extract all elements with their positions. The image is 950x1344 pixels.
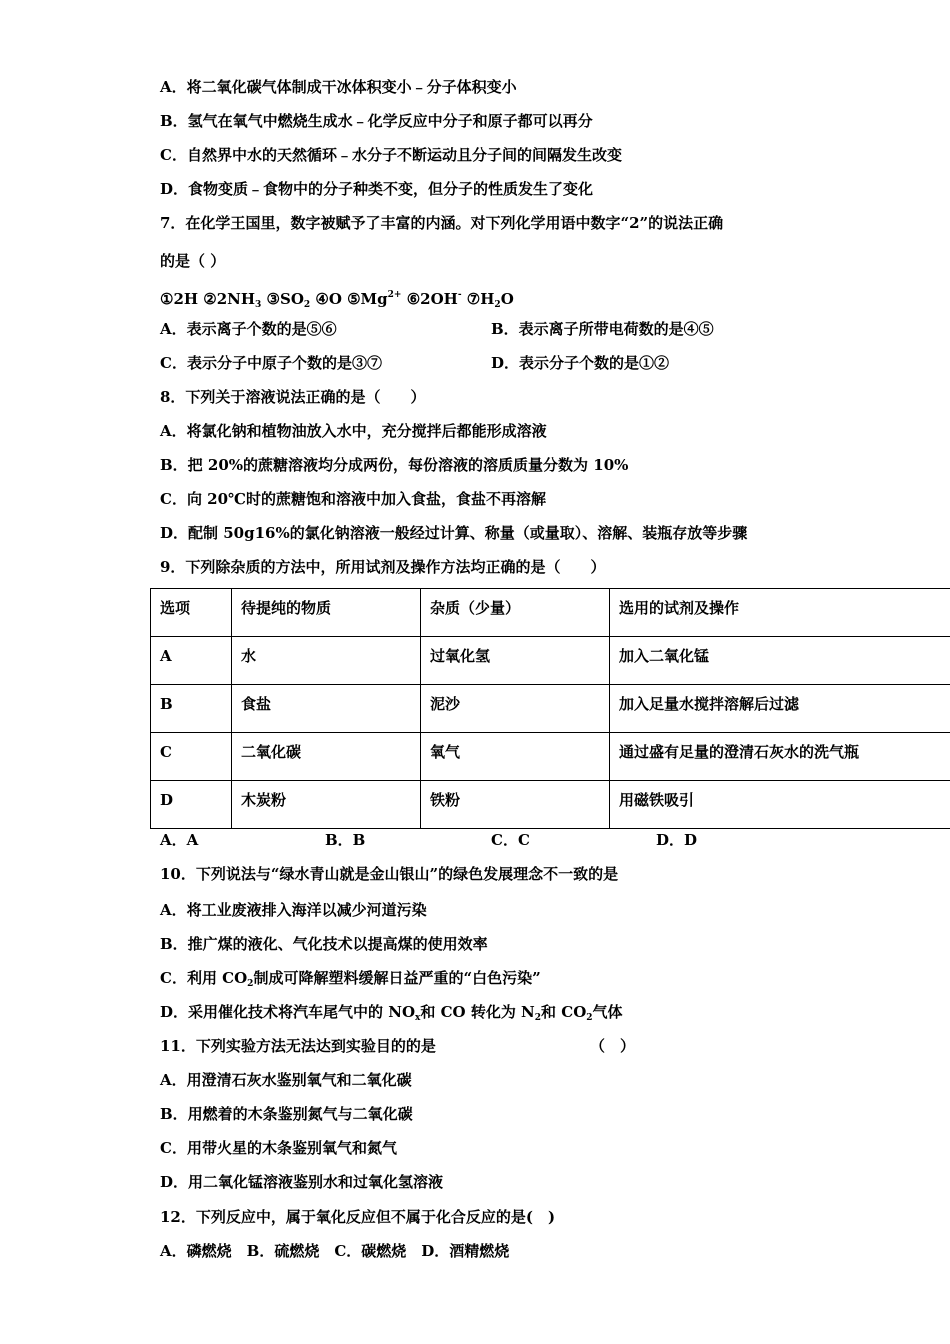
formula-text: ⑥2OH xyxy=(401,290,458,308)
q10-stem: 10．下列说法与“绿水青山就是金山银山”的绿色发展理念不一致的是 xyxy=(160,865,619,883)
q7-option-d: D．表示分子个数的是①② xyxy=(491,354,670,372)
q10-option-b: B．推广煤的液化、气化技术以提高煤的使用效率 xyxy=(160,935,488,953)
q9-table xyxy=(150,588,950,829)
q9-stem: 9．下列除杂质的方法中，所用试剂及操作方法均正确的是（ ） xyxy=(160,558,606,576)
q7-option-b: B．表示离子所带电荷数的是④⑤ xyxy=(491,320,714,338)
table-header-cell: 待提纯的物质 xyxy=(232,589,421,637)
table-cell: 加入足量水搅拌溶解后过滤 xyxy=(610,685,950,733)
table-cell: 用磁铁吸引 xyxy=(610,781,950,829)
table-cell: C xyxy=(151,733,232,781)
formula-sub: 2 xyxy=(303,300,311,310)
formula-sub: x xyxy=(415,1013,421,1023)
q7-option-c: C．表示分子中原子个数的是③⑦ xyxy=(160,354,382,372)
formula-text: ③SO xyxy=(261,290,304,308)
q7-stem-line2: 的是（ ） xyxy=(160,252,226,270)
q11-stem: 11．下列实验方法无法达到实验目的的是 xyxy=(160,1037,436,1055)
formula-text: O xyxy=(500,290,514,308)
table-cell: 加入二氧化锰 xyxy=(610,637,950,685)
option-text: D．采用催化技术将汽车尾气中的 NO xyxy=(160,1003,416,1021)
q11-option-b: B．用燃着的木条鉴别氮气与二氧化碳 xyxy=(160,1105,413,1123)
table-row xyxy=(151,637,950,685)
q7-option-a: A．表示离子个数的是⑤⑥ xyxy=(160,320,337,338)
table-cell: A xyxy=(151,637,232,685)
q7-stem-line1: 7．在化学王国里，数字被赋予了丰富的内涵。对下列化学用语中数字“2”的说法正确 xyxy=(160,214,724,232)
formula-sup: - xyxy=(457,290,462,300)
q8-option-a: A．将氯化钠和植物油放入水中，充分搅拌后都能形成溶液 xyxy=(160,422,547,440)
q10-option-a: A．将工业废液排入海洋以减少河道污染 xyxy=(160,901,427,919)
formula-sub: 2 xyxy=(247,979,254,989)
q6-option-b: B．氢气在氧气中燃烧生成水﹣化学反应中分子和原子都可以再分 xyxy=(160,112,593,130)
table-cell: 泥沙 xyxy=(421,685,610,733)
formula-sub: 2 xyxy=(534,1013,542,1023)
table-cell: 木炭粉 xyxy=(232,781,421,829)
q11-option-c: C．用带火星的木条鉴别氧气和氮气 xyxy=(160,1139,397,1157)
table-header-cell: 选项 xyxy=(151,589,232,637)
q7-formulas xyxy=(160,285,514,315)
table-cell: 食盐 xyxy=(232,685,421,733)
q6-option-a: A．将二氧化碳气体制成干冰体积变小﹣分子体积变小 xyxy=(160,78,517,96)
q8-stem: 8．下列关于溶液说法正确的是（ ） xyxy=(160,388,426,406)
table-cell: B xyxy=(151,685,232,733)
q12-options: A．磷燃烧 B．硫燃烧 C．碳燃烧 D．酒精燃烧 xyxy=(160,1242,510,1260)
q9-option-d: D．D xyxy=(656,831,698,849)
table-row xyxy=(151,685,950,733)
table-header-cell: 选用的试剂及操作 xyxy=(610,589,950,637)
q9-option-b: B．B xyxy=(325,831,366,849)
formula-text: ①2H ②2NH xyxy=(160,290,256,308)
table-cell: 水 xyxy=(232,637,421,685)
q11-option-a: A．用澄清石灰水鉴别氧气和二氧化碳 xyxy=(160,1071,412,1089)
q8-option-d: D．配制 50g16%的氯化钠溶液一般经过计算、称量（或量取）、溶解、装瓶存放等步骤 xyxy=(160,524,748,542)
q8-option-c: C．向 20℃时的蔗糖饱和溶液中加入食盐，食盐不再溶解 xyxy=(160,490,547,508)
table-cell: 过氧化氢 xyxy=(421,637,610,685)
q8-option-b: B．把 20%的蔗糖溶液均分成两份，每份溶液的溶质质量分数为 10% xyxy=(160,456,629,474)
table-cell: 氧气 xyxy=(421,733,610,781)
q11-option-d: D．用二氧化锰溶液鉴别水和过氧化氢溶液 xyxy=(160,1173,444,1191)
formula-sub: 2 xyxy=(586,1013,593,1023)
q11-answer-paren: （ ） xyxy=(590,1037,636,1055)
option-text: 制成可降解塑料缓解日益严重的“白色污染” xyxy=(253,969,541,987)
formula-sub: 3 xyxy=(255,300,262,310)
q9-option-c: C．C xyxy=(491,831,530,849)
option-text: 和 CO xyxy=(541,1003,587,1021)
q10-option-c xyxy=(160,968,541,994)
formula-text: ④O ⑤Mg xyxy=(310,290,388,308)
option-text: 和 CO 转化为 N xyxy=(420,1003,535,1021)
formula-text: ⑦H xyxy=(461,290,495,308)
q12-stem: 12．下列反应中，属于氧化反应但不属于化合反应的是( ) xyxy=(160,1208,556,1226)
formula-sub: 2 xyxy=(494,300,501,310)
formula-sup: 2+ xyxy=(387,290,402,300)
table-cell: 通过盛有足量的澄清石灰水的洗气瓶 xyxy=(610,733,950,781)
q6-option-d: D．食物变质﹣食物中的分子种类不变，但分子的性质发生了变化 xyxy=(160,180,594,198)
table-header-row xyxy=(151,589,950,637)
q9-option-a: A．A xyxy=(160,831,199,849)
table-cell: 铁粉 xyxy=(421,781,610,829)
q6-option-c: C．自然界中水的天然循环﹣水分子不断运动且分子间的间隔发生改变 xyxy=(160,146,622,164)
table-header-cell: 杂质（少量） xyxy=(421,589,610,637)
option-text: 气体 xyxy=(592,1003,623,1021)
table-cell: D xyxy=(151,781,232,829)
table-cell: 二氧化碳 xyxy=(232,733,421,781)
option-text: C．利用 CO xyxy=(160,969,248,987)
table-row xyxy=(151,781,950,829)
table-row xyxy=(151,733,950,781)
q10-option-d xyxy=(160,1002,623,1028)
